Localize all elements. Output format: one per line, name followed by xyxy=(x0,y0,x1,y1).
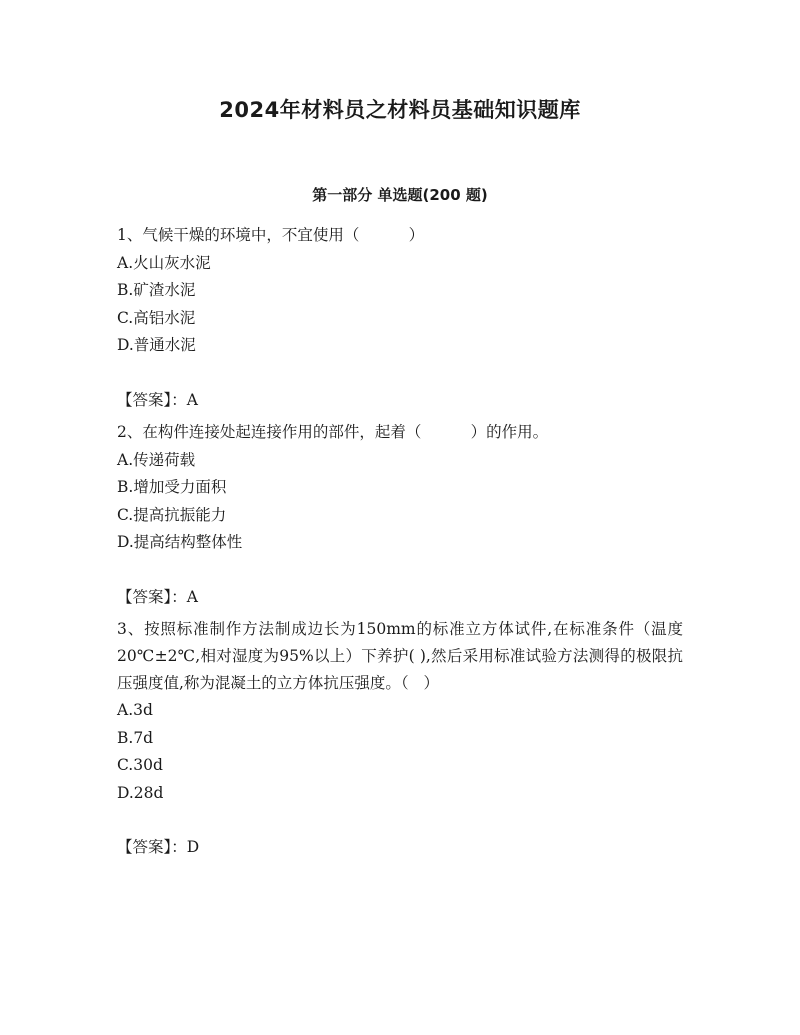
question-1 xyxy=(117,222,683,419)
answer-line: 【答案】：A xyxy=(117,587,198,606)
option-a: A.传递荷载 xyxy=(117,450,196,469)
option-c: C.提高抗振能力 xyxy=(117,505,227,524)
option-b: B.7d xyxy=(117,728,154,747)
section-title: 第一部分 单选题(200 题) xyxy=(312,186,488,204)
question-list xyxy=(117,222,683,862)
option-c: C.30d xyxy=(117,756,163,774)
question-stem: 2、在构件连接处起连接作用的部件，起着（ ）的作用。 xyxy=(117,423,549,441)
option-d: D.28d xyxy=(117,783,164,802)
answer-line: 【答案】：A xyxy=(117,390,198,409)
option-a: A.3d xyxy=(117,701,153,719)
option-b: B.增加受力面积 xyxy=(117,478,227,496)
option-d: D.提高结构整体性 xyxy=(117,533,243,551)
option-b: B.矿渣水泥 xyxy=(117,281,196,299)
question-2 xyxy=(117,419,683,616)
question-3 xyxy=(117,616,683,862)
document-title: 2024年材料员之材料员基础知识题库 xyxy=(219,98,581,122)
answer-line: 【答案】：D xyxy=(117,838,200,856)
question-stem: 3、按照标准制作方法制成边长为150mm的标准立方体试件,在标准条件（温度20℃±2℃,相对湿度为95%以上）下养护( ),然后采用标准试验方法测得的极限抗压强度值,称为混凝土的立方体抗压强度。（ ） xyxy=(117,620,683,692)
question-stem: 1、气候干燥的环境中，不宜使用（ ） xyxy=(117,226,425,244)
option-d: D.普通水泥 xyxy=(117,336,196,354)
option-a: A.火山灰水泥 xyxy=(117,253,211,272)
option-c: C.高铝水泥 xyxy=(117,308,196,327)
